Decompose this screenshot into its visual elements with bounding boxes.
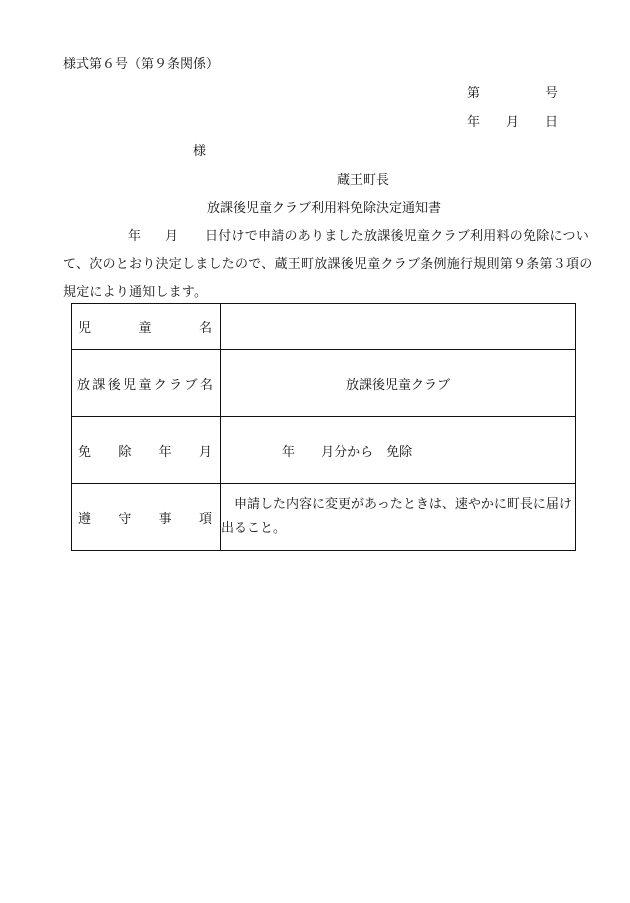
body-line2: て、次のとおり決定しましたので、蔵王町放課後児童クラブ条例施行規則第９条第３項の	[63, 257, 593, 272]
table-row	[72, 484, 576, 551]
exemption-month-text: 月分から 免除	[321, 444, 413, 460]
date-year: 年	[467, 115, 481, 130]
date-day: 日	[545, 115, 559, 130]
label-compliance: 遵 守 事 項	[72, 484, 221, 551]
issuer-name: 蔵王町長	[337, 173, 390, 188]
label-exemption-month: 免 除 年 月	[72, 417, 221, 484]
body-line1: 日付けで申請のありました放課後児童クラブ利用料の免除につい	[205, 229, 589, 244]
value-club-name: 放課後児童クラブ	[221, 350, 576, 417]
form-number: 様式第６号（第９条関係）	[63, 57, 220, 72]
date-month: 月	[506, 115, 520, 130]
body-line3: 規定により通知します。	[63, 285, 208, 300]
value-exemption-month	[221, 417, 576, 484]
label-child-name: 児 童 名	[72, 304, 221, 350]
value-compliance: 申請した内容に変更があったときは、速やかに町長に届け出ること。	[221, 484, 576, 551]
doc-number-prefix: 第	[467, 86, 481, 101]
value-child-name[interactable]	[221, 304, 576, 350]
label-club-name: 放 課 後 児 童 ク ラ ブ 名	[72, 350, 221, 417]
notice-table	[71, 303, 576, 551]
document-title: 放課後児童クラブ利用料免除決定通知書	[207, 201, 442, 216]
table-row	[72, 417, 576, 484]
body-year: 年	[128, 229, 142, 244]
addressee-honorific: 様	[193, 144, 207, 159]
exemption-year: 年	[282, 444, 296, 460]
body-month: 月	[165, 229, 179, 244]
table-row	[72, 350, 576, 417]
doc-number-suffix: 号	[545, 86, 559, 101]
table-row	[72, 304, 576, 350]
